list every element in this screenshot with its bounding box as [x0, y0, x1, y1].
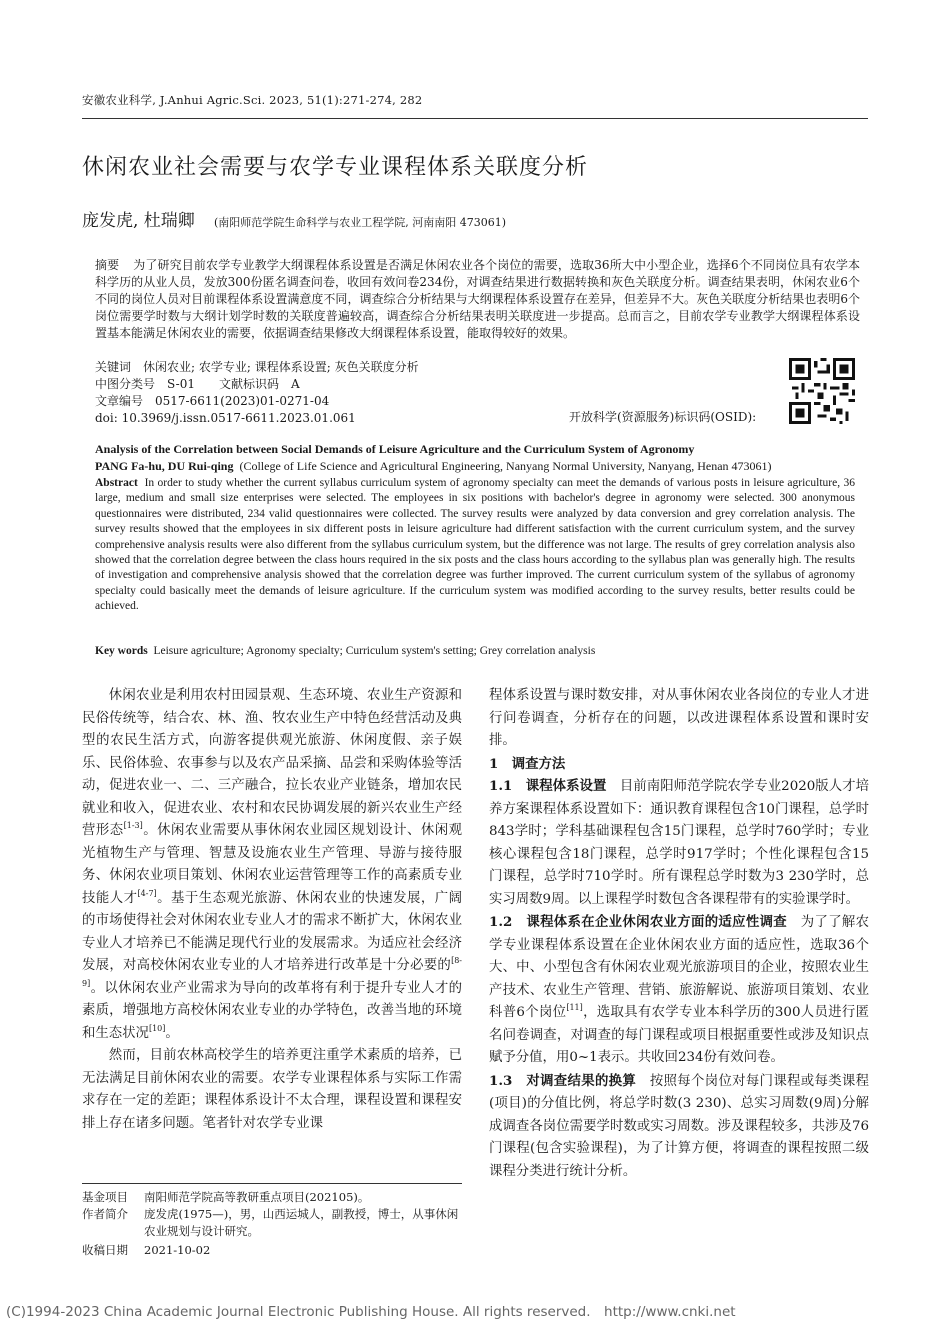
intro-paragraph-1: 休闲农业是利用农村田园景观、生态环境、农业生产资源和民俗传统等，结合农、林、渔、牧农业生产中特色经营活动及典型的农民生活方式，向游客提供观光旅游、休闲度假、亲子娱乐、民俗体验、农事参与以及农产品采摘、品尝和采购体验等活动，促进农业一、二、三产融合，拉长农业产业链条，增加农民就业和收入，促进农业、农村和农民协调发展的新兴农业生产经营形态[1-3]。休闲农业需要从事休闲农业园区规划设计、休闲观光植物生产与管理、智慧及设施农业生产管理、导游与接待服务、休闲农业项目策划、休闲农业运营管理等工作的高素质专业技能人才[4-7]。基于生态观光旅游、休闲农业的快速发展，广阔的市场使得社会对休闲农业专业人才的需求不断扩大，休闲农业专业人才培养已不能满足现代行业的发展需求。为适应社会经济发展，对高校休闲农业专业的人才培养进行改革是十分必要的[8-9]。以休闲农业产业需求为导向的改革将有利于提升专业人才的素质，增强地方高校休闲农业专业的办学特色，改善当地的环境和生态状况[10]。 — [82, 688, 463, 1041]
paper-title: 休闲农业社会需要与农学专业课程体系关联度分析 — [82, 155, 589, 180]
clc-number: 中图分类号 S-01 文献标识码 A — [95, 377, 300, 391]
citation-ref: [10] — [148, 1023, 166, 1033]
body-left-column — [82, 685, 462, 1135]
journal-citation: 安徽农业科学, J.Anhui Agric.Sci. 2023, 51(1):271-274, 282 — [82, 93, 423, 107]
section-1-1: 1.1 课程体系设置 目前南阳师范学院农学专业2020版人才培养方案课程体系设置如下：通识教育课程包含10门课程，总学时843学时；学科基础课程包含15门课程，总学时760学时；专业核心课程包含18门课程，总学时917学时；个性化课程包含15门课程，总学时710学时。所有课程总学时数为3 230学时，总实习周数9周。以上课程学时数包含各课程带有的实验课学时。 — [489, 778, 870, 907]
section-1-2: 1.2 课程体系在企业休闲农业方面的适应性调查 为了了解农学专业课程体系设置在企业休闲农业方面的适应性，选取36个大、中、小型包含有休闲农业观光旅游项目的企业，按照农业生产技术、农业生产管理、营销、旅游解说、旅游项目策划、农业科普6个岗位[11]，选取具有农学专业本科学历的300人员进行匿名问卷调查，对调查的每门课程或项目根据重要性或涉及知识点赋予分值，用0~1表示。共收回234份有效问卷。 — [489, 914, 870, 1065]
keywords-cn: 关键词 休闲农业; 农学专业; 课程体系设置; 灰色关联度分析 — [95, 360, 419, 374]
english-affiliation: (College of Life Science and Agricultural Engineering, Nanyang Normal University, Nanyang, Henan 473061) — [239, 459, 772, 473]
authors: 庞发虎, 杜瑞卿 — [82, 211, 195, 231]
fund-label: 基金项目 — [82, 1190, 128, 1204]
citation-ref: [1-3] — [123, 821, 143, 830]
affiliation: (南阳师范学院生命科学与农业工程学院, 河南南阳 473061) — [214, 216, 507, 229]
english-keywords-label: Key words — [95, 645, 148, 657]
english-authors — [95, 459, 772, 474]
header-rule — [82, 118, 868, 119]
english-abstract — [95, 476, 855, 615]
article-number: 文章编号 0517-6611(2023)01-0271-04 — [95, 394, 330, 408]
citation-ref: [4-7] — [137, 888, 157, 898]
abstract-cn-text: 为了研究目前农学专业教学大纲课程体系设置是否满足休闲农业各个岗位的需要，选取36所大中小型企业，选择6个不同岗位具有农学本科学历的从业人员，发放300份匿名调查问卷，收回有效问卷234份，对调查结果进行数据转换和灰色关联度分析。调查结果表明，休闲农业6个不同的岗位人员对目前课程体系设置满意度不同，调查综合分析结果与大纲课程体系设置存在差异，但差异不大。灰色关联度分析结果也表明6个岗位需要学时数与大纲计划学时数的关联度普遍较高，调查综合分析结果表明关联度进一步提高。总而言之，目前农学专业教学大纲课程体系设置基本能满足休闲农业的需要，依据调查结果修改大纲课程体系设置，能取得较好的效果。 — [95, 258, 860, 340]
intro-continuation: 程体系设置与课时数安排，对从事休闲农业各岗位的专业人才进行问卷调查，分析存在的问题，以改进课程体系设置和课时安排。 — [489, 688, 869, 748]
citation-ref: [11] — [566, 1003, 583, 1012]
section-1-3-heading: 1.3 对调查结果的换算 — [489, 1072, 637, 1089]
english-abstract-text: In order to study whether the current syllabus curriculum system of agronomy specialty can meet the demands of various posts in leisure agriculture, 36 large, medium and small size enterprises were selected. The employees in six positions with bachelor's degree in agronomy were selected. 300 anonymous questionnaires were distributed, 234 valid questionnaires were collected. The survey results were analyzed by data conversion and grey correlation analysis. The survey results showed that the employees in six different posts in leisure agriculture had different satisfaction with the current curriculum system, and the survey comprehensive analysis results were also different from the syllabus curriculum system, but the difference was not large. The results of grey correlation analysis also showed that the correlation degree between the class hours required in the six posts and the class hours according to the syllabus plan was generally high. The results of investigation and comprehensive analysis showed that the correlation degree was further improved. The current curriculum system of the syllabus of agronomy specialty could basically meet the demands of leisure agriculture. If the curriculum system was modified according to the survey results, better results could be achieved. — [95, 477, 855, 613]
doi: doi: 10.3969/j.issn.0517-6611.2023.01.061 — [95, 411, 356, 425]
received-date: 收稿日期 2021-10-02 — [82, 1243, 211, 1257]
bio-label: 作者简介 — [82, 1207, 128, 1221]
osid-label: 开放科学(资源服务)标识码(OSID): — [569, 410, 757, 424]
english-keywords — [95, 645, 595, 657]
section-1-heading: 1 调查方法 — [489, 755, 566, 772]
intro-paragraph-2: 然而，目前农林高校学生的培养更注重学术素质的培养，已无法满足目前休闲农业的需要。农学专业课程体系与实际工作需求存在一定的差距；课程体系设计不太合理，课程设置和课程安排上存在诸多问题。笔者针对农学专业课 — [82, 1048, 462, 1131]
author-bio: 作者简介 庞发虎(1975—)，男，山西运城人，副教授，博士，从事休闲 — [82, 1207, 459, 1221]
section-1-2-heading: 1.2 课程体系在企业休闲农业方面的适应性调查 — [489, 914, 788, 930]
english-abstract-label: Abstract — [95, 477, 138, 489]
date-label: 收稿日期 — [82, 1243, 128, 1257]
abstract-cn — [95, 257, 860, 342]
section-1-3: 1.3 对调查结果的换算 按照每个岗位对每门课程或每类课程(项目)的分值比例，将总学时数(3 230)、总实习周数(9周)分解成调查各岗位需要学时数或实习周数。涉及课程较多，共涉及76门课程(包含实验课程)，为了计算方便，将调查的课程按照二级课程分类进行统计分析。 — [489, 1072, 870, 1179]
english-keywords-text: Leisure agriculture; Agronomy specialty; Curriculum system's setting; Grey correlation analysis — [153, 645, 596, 657]
author-bio-cont: 农业规划与设计研究。 — [144, 1224, 259, 1238]
fund-note: 基金项目 南阳师范学院高等教研重点项目(202105)。 — [82, 1190, 370, 1204]
section-1-1-heading: 1.1 课程体系设置 — [489, 778, 607, 794]
english-title: Analysis of the Correlation between Social Demands of Leisure Agriculture and the Curriculum System of Agronomy — [95, 442, 695, 456]
english-author-names: PANG Fa-hu, DU Rui-qing — [95, 459, 234, 473]
citation-ref: [8-9] — [82, 956, 462, 988]
abstract-cn-label: 摘要 — [95, 258, 120, 272]
body-right-column — [489, 685, 869, 1183]
copyright-notice: (C)1994-2023 China Academic Journal Electronic Publishing House. All rights reserved. http://www.cnki.net — [6, 1304, 736, 1320]
qr-code-icon — [789, 358, 855, 424]
footnote-rule — [82, 1183, 462, 1184]
